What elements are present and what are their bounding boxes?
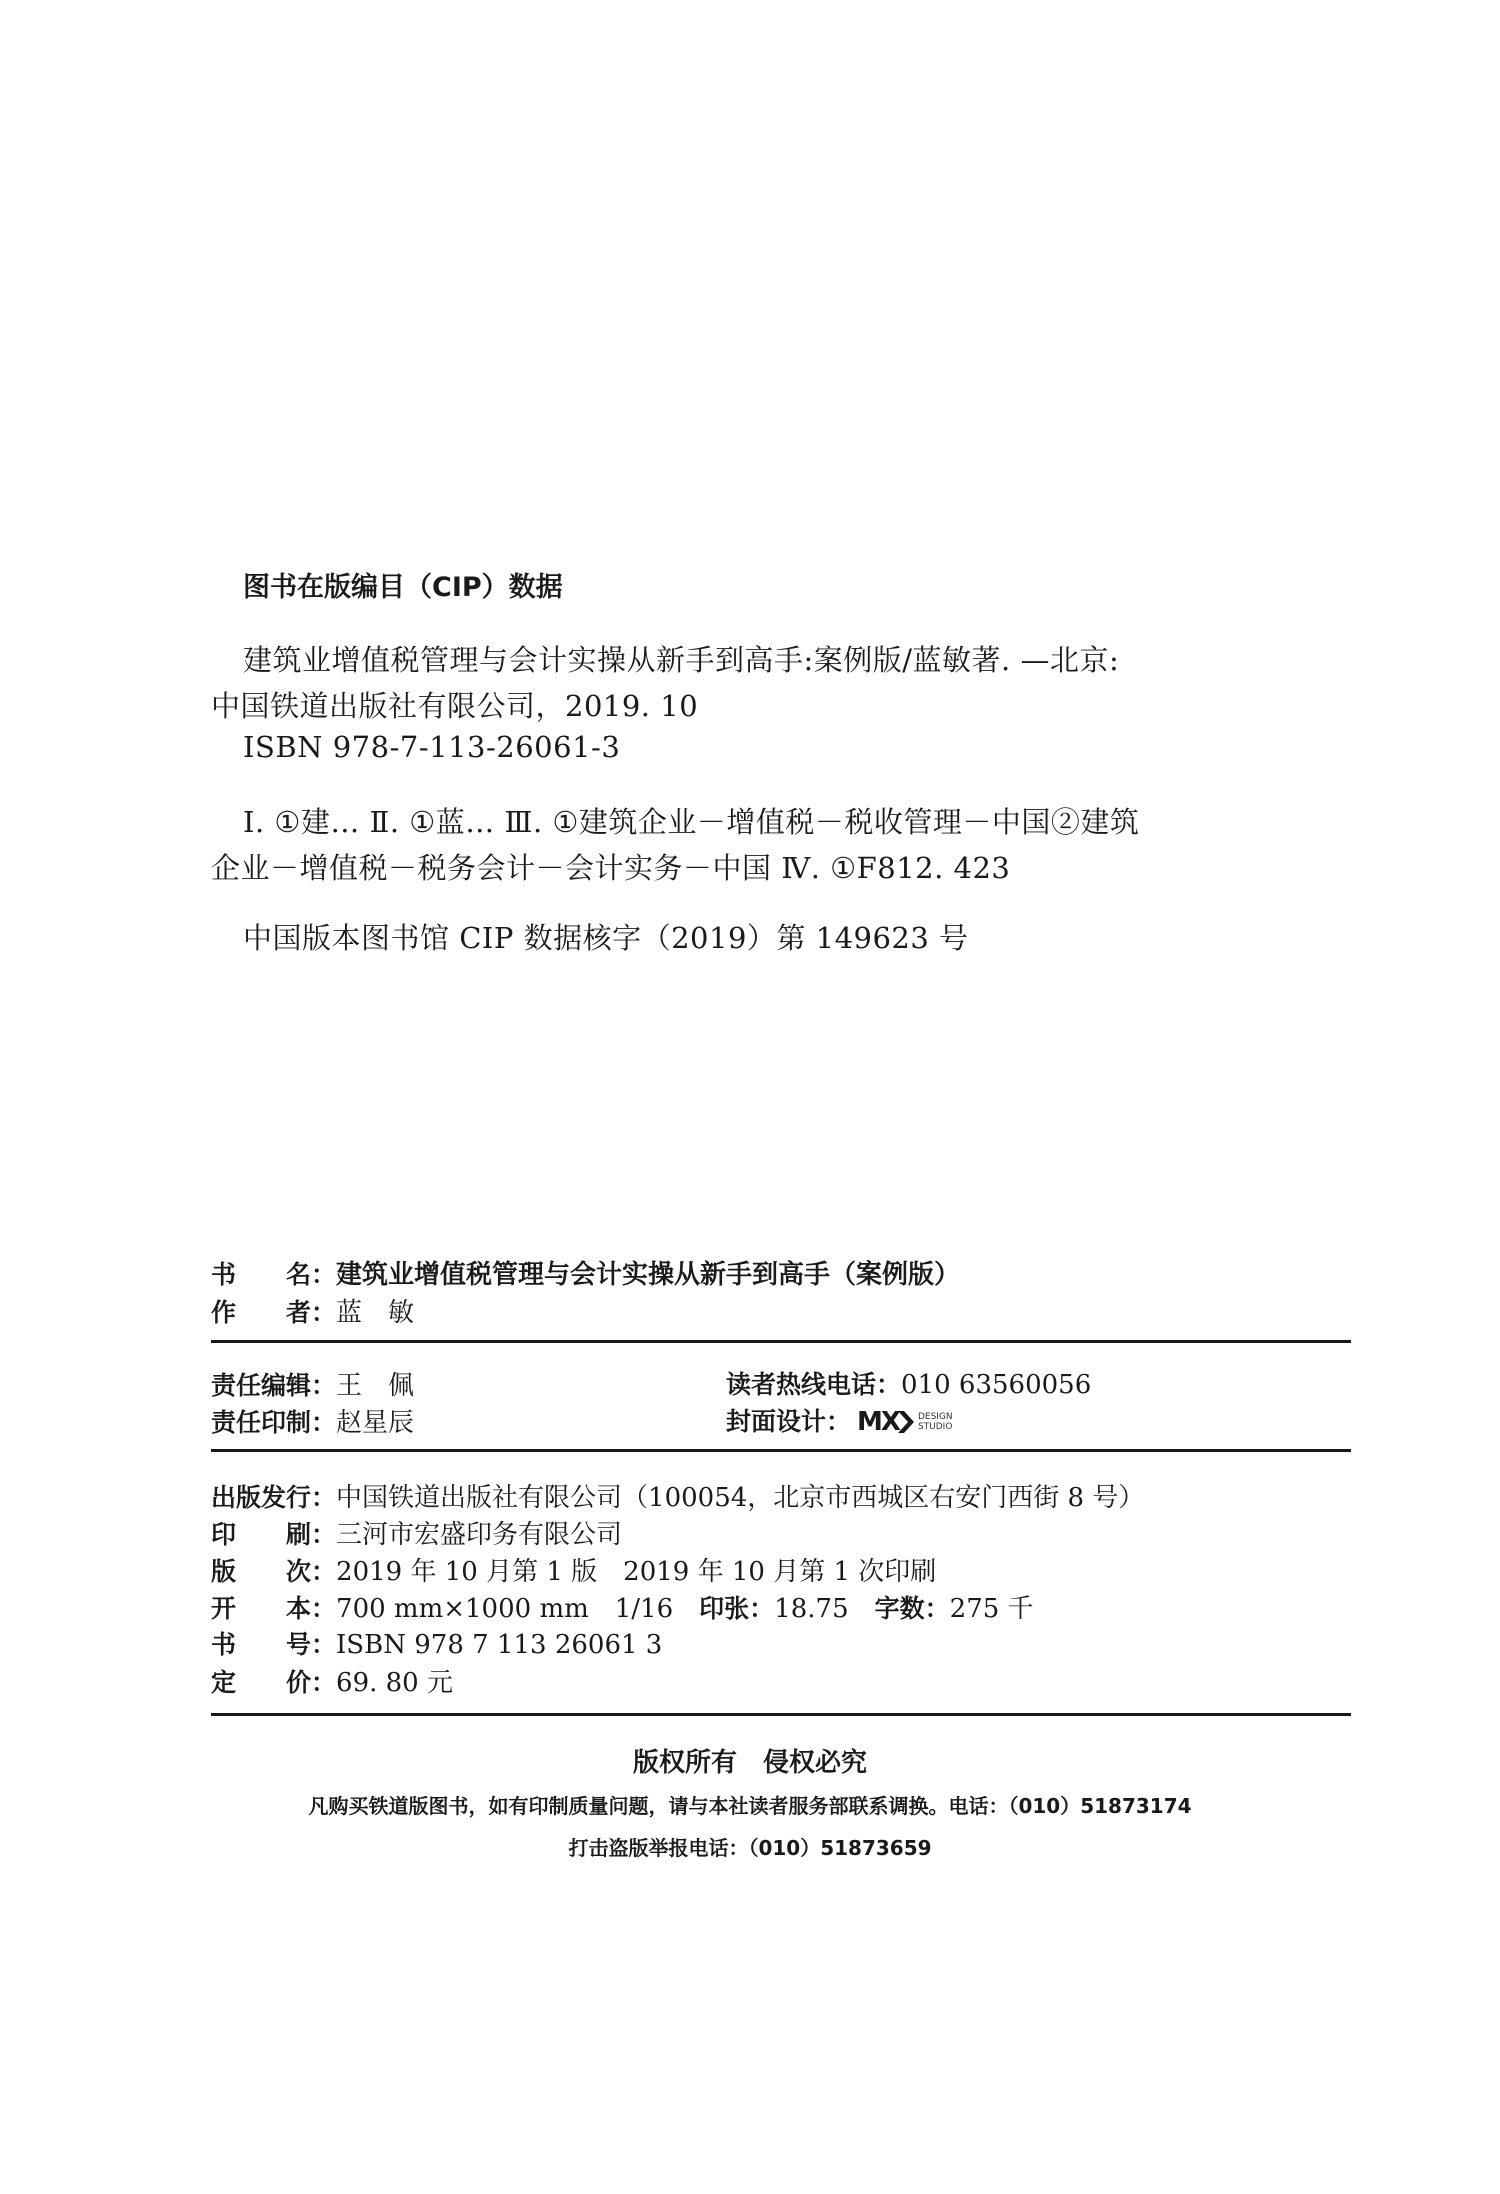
cover-design-row: 封面设计 ： MX DESIGN STUDIO: [726, 1402, 953, 1438]
words-value: 275 千: [949, 1594, 1034, 1624]
printer-label: 印 刷: [211, 1520, 312, 1549]
edition-label: 版 次: [211, 1557, 312, 1586]
copyright-notice: 版权所有 侵权必究: [632, 1748, 867, 1778]
words-label: 字数: [874, 1594, 925, 1623]
editor-row: 责任编辑 ： 王 佩: [211, 1365, 414, 1402]
edition-row: 版 次 ： 2019 年 10 月第 1 版 2019 年 10 月第 1 次印刷: [211, 1551, 936, 1588]
publisher-value: 中国铁道出版社有限公司（100054，北京市西城区右安门西街 8 号）: [336, 1483, 1145, 1513]
format-label: 开 本: [211, 1594, 312, 1623]
print-manager-row: 责任印制 ： 赵星辰: [211, 1402, 414, 1439]
hotline-number: 010 63560056: [901, 1370, 1092, 1400]
title-label: 书 名: [211, 1260, 312, 1289]
cip-line-2: 中国铁道出版社有限公司，2019. 10: [211, 689, 699, 723]
mx-design-studio-logo: MX DESIGN STUDIO: [857, 1407, 953, 1437]
cip-line-1: 建筑业增值税管理与会计实操从新手到高手:案例版/蓝敏著. —北京:: [243, 643, 1120, 677]
cover-design-label: 封面设计: [726, 1407, 827, 1436]
editor-label: 责任编辑: [211, 1371, 312, 1400]
printer-value: 三河市宏盛印务有限公司: [336, 1520, 623, 1550]
cip-record-number: 中国版本图书馆 CIP 数据核字（2019）第 149623 号: [243, 921, 969, 955]
divider-3: [211, 1713, 1351, 1716]
service-notice: 凡购买铁道版图书，如有印制质量问题，请与本社读者服务部联系调换。电话：（010）51873174: [308, 1794, 1192, 1818]
book-title: 建筑业增值税管理与会计实操从新手到高手（案例版）: [336, 1260, 961, 1290]
editor-name: 王 佩: [336, 1371, 415, 1401]
anti-piracy-notice: 打击盗版举报电话：（010）51873659: [568, 1836, 932, 1860]
format-value: 700 mm×1000 mm 1/16: [336, 1594, 700, 1624]
edition-value: 2019 年 10 月第 1 版 2019 年 10 月第 1 次印刷: [336, 1557, 937, 1587]
sheets-label: 印张: [699, 1594, 750, 1623]
colophon-title-row: 书 名 ： 建筑业增值税管理与会计实操从新手到高手（案例版）: [211, 1254, 960, 1291]
cip-classification-2: 企业－增值税－税务会计－会计实务－中国 Ⅳ. ①F812. 423: [211, 851, 1011, 885]
isbn-row: 书 号 ： ISBN 978 7 113 26061 3: [211, 1625, 662, 1661]
print-manager-label: 责任印制: [211, 1408, 312, 1437]
hotline-row: 读者热线电话 ： 010 63560056: [726, 1365, 1091, 1401]
cip-isbn: ISBN 978-7-113-26061-3: [243, 730, 621, 764]
cip-heading: 图书在版编目（CIP）数据: [243, 572, 563, 603]
format-row: 开 本 ： 700 mm×1000 mm 1/16 印张 ： 18.75 字数 ： 275 千: [211, 1588, 1034, 1625]
author-label: 作 者: [211, 1298, 312, 1327]
print-manager-name: 赵星辰: [336, 1408, 415, 1438]
printer-row: 印 刷 ： 三河市宏盛印务有限公司: [211, 1514, 622, 1551]
sheets-value: 18.75: [774, 1594, 875, 1624]
publisher-label: 出版发行: [211, 1483, 312, 1512]
divider-2: [211, 1449, 1351, 1452]
publisher-row: 出版发行 ： 中国铁道出版社有限公司（100054，北京市西城区右安门西街 8 号）: [211, 1477, 1144, 1514]
isbn-label: 书 号: [211, 1630, 312, 1659]
cip-classification-1: Ⅰ. ①建… Ⅱ. ①蓝… Ⅲ. ①建筑企业－增值税－税收管理－中国②建筑: [243, 805, 1140, 839]
isbn-value: ISBN 978 7 113 26061 3: [336, 1630, 663, 1660]
hotline-label: 读者热线电话: [726, 1370, 877, 1399]
price-value: 69. 80 元: [336, 1668, 453, 1698]
author-name: 蓝 敏: [336, 1298, 415, 1328]
price-label: 定 价: [211, 1668, 312, 1697]
colophon-author-row: 作 者 ： 蓝 敏: [211, 1292, 414, 1329]
divider-1: [211, 1340, 1351, 1343]
price-row: 定 价 ： 69. 80 元: [211, 1662, 453, 1699]
